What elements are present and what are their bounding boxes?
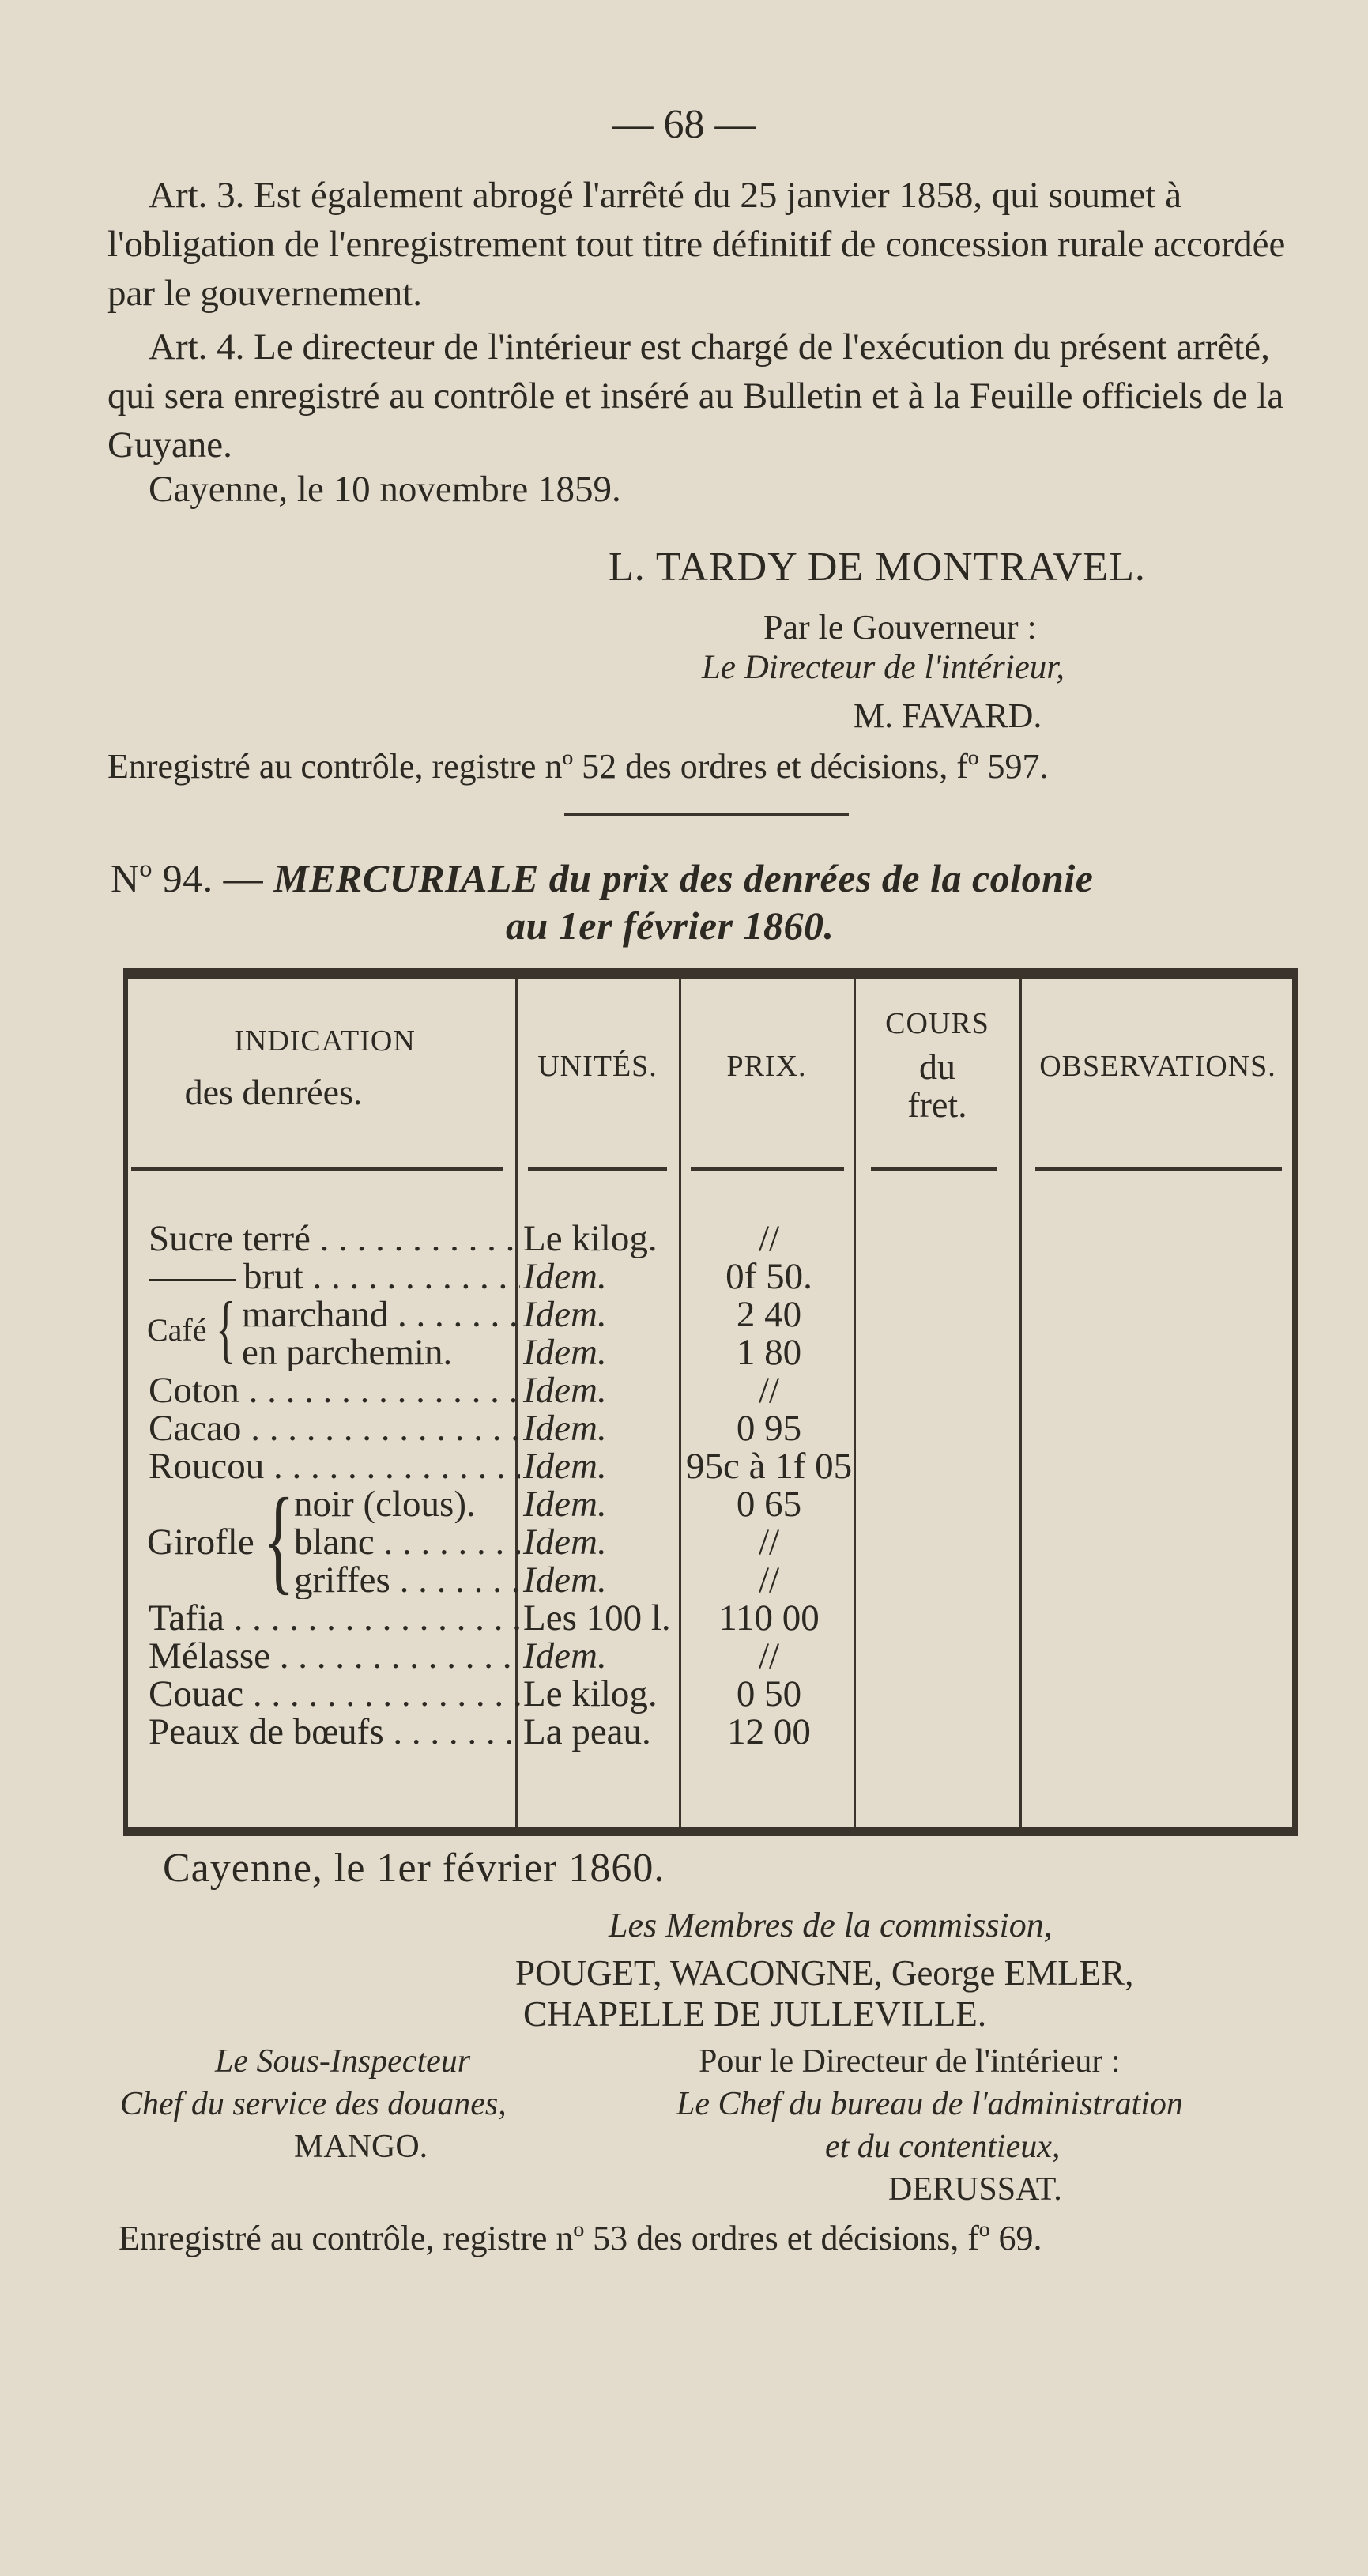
chef-bureau-2: et du contentieux, <box>825 2129 1061 2165</box>
page-number: — 68 — <box>612 102 756 147</box>
header-fret: fret. <box>907 1084 967 1125</box>
brace-girofle: { <box>263 1474 295 1605</box>
signatory-derussat: DERUSSAT. <box>888 2171 1062 2208</box>
row-price: 12 00 <box>727 1711 811 1752</box>
header-underline <box>691 1167 844 1171</box>
membres-commission: Les Membres de la commission, <box>609 1906 1053 1944</box>
table-row <box>123 1447 1298 1485</box>
article-3: Art. 3. Est également abrogé l'arrêté du 25 janvier 1858, qui soumet à l'obligation de l'enregistrement tout titre définitif de concession rurale accordée par le gouvernement. <box>107 175 1286 314</box>
table-row <box>123 1258 1298 1296</box>
row-label: Couac . . . <box>149 1675 520 1713</box>
row-label: marchand . . . <box>242 1296 520 1333</box>
brace-cafe: { <box>216 1286 236 1371</box>
signatory-mango: MANGO. <box>294 2129 428 2165</box>
row-label: brut . . . <box>243 1258 520 1296</box>
table-row <box>123 1561 1298 1599</box>
row-unit: Le kilog. <box>523 1673 658 1714</box>
registration-note-2: Enregistré au contrôle, registre nº 53 des ordres et décisions, fº 69. <box>119 2219 1042 2257</box>
header-underline <box>528 1167 667 1171</box>
par-le-gouverneur: Par le Gouverneur : <box>763 608 1037 647</box>
table-row <box>123 1599 1298 1637</box>
header-underline <box>1035 1167 1282 1171</box>
row-price: 0 95 <box>736 1408 802 1449</box>
membres-names-2: CHAPELLE DE JULLEVILLE. <box>523 1994 987 2034</box>
row-price: 0f 50. <box>725 1256 812 1297</box>
row-price: 110 00 <box>718 1597 820 1639</box>
group-label-girofle: Girofle <box>147 1522 254 1563</box>
row-price: 2 40 <box>736 1294 802 1335</box>
row-price: // <box>758 1522 780 1563</box>
row-unit: Idem. <box>523 1294 607 1335</box>
header-cours: COURS <box>885 1007 989 1040</box>
row-price: 95c à 1f 05 <box>686 1446 853 1487</box>
table-bottom-border <box>123 1827 1298 1836</box>
header-observations: OBSERVATIONS. <box>1039 1050 1276 1083</box>
table-row <box>123 1485 1298 1523</box>
registration-note-1: Enregistré au contrôle, registre nº 52 des ordres et décisions, fº 597. <box>107 747 1049 786</box>
table-row <box>123 1220 1298 1258</box>
table-row <box>123 1523 1298 1561</box>
header-des-denrees: des denrées. <box>184 1072 363 1112</box>
header-du: du <box>919 1047 955 1087</box>
row-unit: Idem. <box>523 1256 607 1297</box>
group-label-cafe: Café <box>147 1312 207 1348</box>
row-unit: Les 100 l. <box>523 1597 671 1639</box>
row-label: Cacao . . . <box>149 1409 520 1447</box>
row-price: // <box>758 1560 780 1601</box>
row-unit: Idem. <box>523 1484 607 1525</box>
row-label: Roucou . . . <box>149 1447 520 1485</box>
row-unit: Idem. <box>523 1522 607 1563</box>
ditto-dash <box>149 1279 236 1281</box>
row-label: en parchemin. <box>242 1333 453 1371</box>
row-price: // <box>758 1635 780 1676</box>
row-label: Peaux de bœufs . . . <box>149 1713 520 1751</box>
row-label: Tafia . . . <box>149 1599 520 1637</box>
row-label: Coton . . . <box>149 1371 520 1409</box>
place-date-2: Cayenne, le 1er février 1860. <box>163 1846 665 1891</box>
signatory-montravel: L. TARDY DE MONTRAVEL. <box>609 545 1146 590</box>
table-row <box>123 1371 1298 1409</box>
section-divider <box>564 813 849 816</box>
row-price: // <box>758 1370 780 1411</box>
signatory-favard: M. FAVARD. <box>854 696 1042 735</box>
row-label: noir (clous). <box>294 1485 476 1523</box>
article-4: Art. 4. Le directeur de l'intérieur est chargé de l'exécution du présent arrêté, qui sera enregistré au contrôle et inséré au Bulletin et à la Feuille officiels de la Guyane. <box>107 326 1284 466</box>
header-underline <box>131 1167 503 1171</box>
row-unit: Idem. <box>523 1408 607 1449</box>
table-row <box>123 1333 1298 1371</box>
row-unit: Idem. <box>523 1560 607 1601</box>
row-unit: Idem. <box>523 1370 607 1411</box>
section-title-line-2: au 1er février 1860. <box>506 903 835 948</box>
table-row <box>123 1296 1298 1333</box>
header-unites: UNITÉS. <box>537 1050 658 1083</box>
row-label: griffes . . . <box>294 1561 520 1599</box>
row-price: 0 50 <box>736 1673 802 1714</box>
row-label: Sucre terré . . . <box>149 1220 520 1258</box>
membres-names-1: POUGET, WACONGNE, George EMLER, <box>515 1953 1134 1993</box>
table-row <box>123 1675 1298 1713</box>
section-title-line-1 <box>111 855 1093 901</box>
section-title-text: MERCURIALE du prix des denrées de la colonie <box>273 856 1094 900</box>
place-date-1: Cayenne, le 10 novembre 1859. <box>149 469 621 510</box>
directeur-interieur: Le Directeur de l'intérieur, <box>702 649 1065 686</box>
row-unit: La peau. <box>523 1711 651 1752</box>
row-price: 0 65 <box>736 1484 802 1525</box>
table-top-border <box>123 968 1298 979</box>
sous-inspecteur: Le Sous-Inspecteur <box>215 2043 471 2080</box>
table-row <box>123 1409 1298 1447</box>
row-price: 1 80 <box>736 1332 802 1373</box>
mercuriale-table <box>123 968 1298 1836</box>
chef-douanes: Chef du service des douanes, <box>120 2086 507 2122</box>
row-label: blanc . . . <box>294 1523 520 1561</box>
section-number: Nº 94. — <box>111 856 264 900</box>
table-row <box>123 1713 1298 1751</box>
header-indication: INDICATION <box>234 1024 416 1058</box>
row-unit: Idem. <box>523 1332 607 1373</box>
pour-directeur: Pour le Directeur de l'intérieur : <box>699 2043 1121 2080</box>
row-unit: Idem. <box>523 1635 607 1676</box>
row-unit: Le kilog. <box>523 1218 658 1259</box>
row-price: // <box>758 1218 780 1259</box>
table-row <box>123 1637 1298 1675</box>
header-prix: PRIX. <box>726 1050 807 1083</box>
chef-bureau-1: Le Chef du bureau de l'administration <box>676 2086 1183 2122</box>
row-unit: Idem. <box>523 1446 607 1487</box>
row-label: Mélasse . . . <box>149 1637 520 1675</box>
header-underline <box>871 1167 997 1171</box>
